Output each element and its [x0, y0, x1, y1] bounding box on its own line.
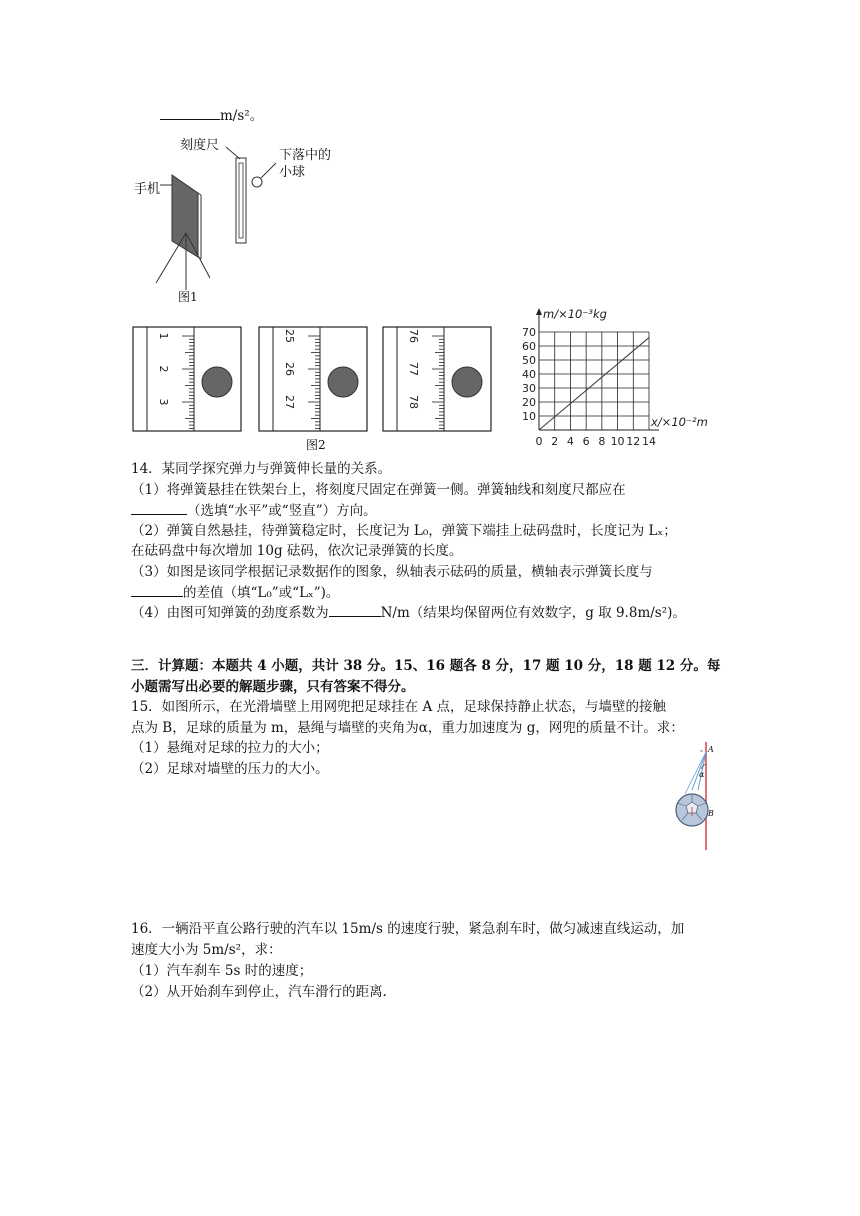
ruler-tick-label: 78	[407, 395, 420, 409]
y-axis-label: m/×10⁻³kg	[543, 307, 607, 321]
q14-part1-line	[131, 500, 377, 521]
x-tick-label: 0	[535, 435, 543, 448]
fig2-caption: 图2	[306, 438, 326, 452]
section3-heading-1: 三．计算题：本题共 4 小题，共计 38 分。15、16 题各 8 分，17 题 10 分，18 题 12 分。每	[131, 658, 721, 674]
x-tick-label: 6	[582, 435, 590, 448]
label-b: B	[708, 809, 714, 818]
q15-line1: 15．如图所示，在光滑墙壁上用网兜把足球挂在 A 点，足球保持静止状态，与墙壁的接触	[131, 699, 667, 715]
q14-part3-b: 的差值（填“L₀”或“Lₓ”)。	[183, 585, 340, 601]
tripod-leg	[156, 233, 186, 283]
ruler-tick-label: 77	[407, 362, 420, 376]
label-alpha: α	[699, 770, 705, 779]
x-tick-label: 4	[566, 435, 574, 448]
answer-blank	[329, 602, 381, 617]
ruler-tick-label: 25	[283, 329, 296, 343]
q16-item2: （2）从开始刹车到停止，汽车滑行的距离.	[131, 984, 387, 1000]
ball-icon	[328, 367, 358, 397]
q16-line1: 16．一辆沿平直公路行驶的汽车以 15m/s 的速度行驶，紧急刹车时，做匀减速直线运动，加	[131, 921, 685, 937]
ruler-icon	[236, 158, 246, 243]
y-tick-label: 20	[522, 396, 536, 409]
q14-part4-a: （4）由图可知弹簧的劲度系数为	[131, 605, 329, 621]
q14-part1-a: （1）将弹簧悬挂在铁架台上，将刻度尺固定在弹簧一侧。弹簧轴线和刻度尺都应在	[131, 482, 626, 498]
y-tick-label: 30	[522, 382, 536, 395]
q14-part2-b: 在砝码盘中每次增加 10g 砝码，依次记录弹簧的长度。	[131, 543, 463, 559]
fig1-caption: 图1	[178, 290, 198, 304]
figure-2	[132, 326, 492, 452]
y-tick-label: 70	[522, 326, 536, 339]
q15-item2: （2）足球对墙壁的压力的大小。	[131, 761, 329, 777]
x-tick-label: 10	[610, 435, 625, 448]
q16-item1: （1）汽车刹车 5s 时的速度；	[131, 963, 313, 979]
ruler-panel	[133, 327, 241, 431]
y-tick-label: 50	[522, 354, 536, 367]
ball-label-1: 下落中的	[279, 148, 332, 163]
q15-item1: （1）悬绳对足球的拉力的大小；	[131, 740, 329, 756]
q14-part2-a: （2）弹簧自然悬挂，待弹簧稳定时，长度记为 L₀，弹簧下端挂上砝码盘时，长度记为 Lₓ；	[131, 523, 677, 539]
top-answer-line	[160, 104, 263, 124]
y-tick-label: 60	[522, 340, 536, 353]
q14-part1-b: （选填“水平”或“竖直”）方向。	[187, 503, 377, 519]
phone-label: 手机	[134, 182, 161, 197]
q15-figure	[665, 740, 725, 852]
x-tick-label: 12	[626, 435, 641, 448]
q14-part3-line	[131, 582, 339, 603]
q15-line2: 点为 B，足球的质量为 m，悬绳与墙壁的夹角为α，重力加速度为 g，网兜的质量不计。求：	[131, 720, 684, 736]
acceleration-unit: m/s²。	[220, 108, 264, 124]
answer-blank	[131, 582, 183, 597]
ruler-label: 刻度尺	[180, 138, 220, 153]
y-tick-label: 10	[522, 410, 536, 423]
ruler-tick-label: 1	[157, 332, 170, 340]
ruler-tick-label: 3	[157, 398, 170, 406]
ruler-panel	[383, 327, 491, 431]
answer-blank	[131, 500, 187, 515]
ball-icon	[202, 367, 232, 397]
q14-part3-a: （3）如图是该同学根据记录数据作的图象，纵轴表示砝码的质量，横轴表示弹簧长度与	[131, 564, 653, 580]
x-axis-label: x/×10⁻²m	[651, 415, 708, 429]
ruler-tick-label: 26	[283, 362, 296, 376]
ruler-panel	[259, 327, 367, 431]
ruler-tick-label: 2	[157, 365, 170, 373]
ruler-tick-label: 76	[407, 329, 420, 343]
x-tick-label: 8	[598, 435, 606, 448]
label-a: A	[708, 745, 714, 754]
y-axis-arrow	[536, 308, 542, 315]
answer-blank	[160, 105, 220, 120]
falling-ball-icon	[252, 177, 262, 187]
ball-label-2: 小球	[279, 165, 306, 180]
q14-title: 14．某同学探究弹力与弹簧伸长量的关系。	[131, 461, 392, 477]
y-tick-label: 40	[522, 368, 536, 381]
x-tick-label: 2	[551, 435, 559, 448]
x-tick-label: 14	[642, 435, 656, 448]
mass-extension-chart	[515, 302, 730, 457]
ball-icon	[452, 367, 482, 397]
section3-heading-2: 小题需写出必要的解题步骤，只有答案不得分。	[131, 679, 415, 695]
q16-line2: 速度大小为 5m/s²，求：	[131, 942, 282, 958]
q14-part4-line	[131, 602, 686, 623]
phone-icon	[172, 175, 198, 257]
ruler-tick-label: 27	[283, 395, 296, 409]
q14-part4-b: N/m（结果均保留两位有效数字，g 取 9.8m/s²)。	[380, 605, 686, 621]
